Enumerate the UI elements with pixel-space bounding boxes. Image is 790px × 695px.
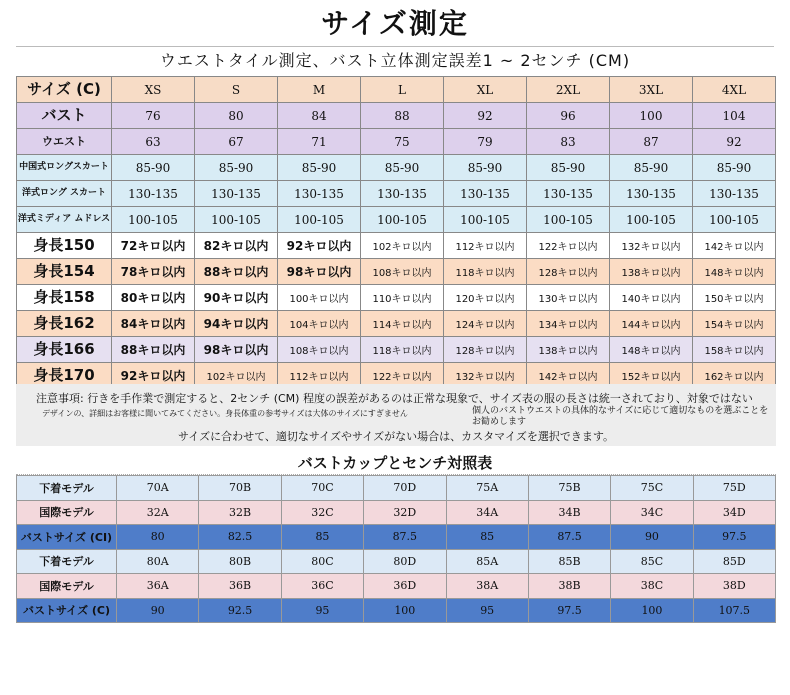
weight-cell: 78キロ以内	[112, 259, 195, 285]
skirt-label: 洋式ロング スカート	[17, 181, 112, 207]
cup-cell: 70D	[364, 476, 446, 501]
skirt-cell: 85-90	[112, 155, 195, 181]
note-line-4: サイズに合わせて、適切なサイズやサイズがない場合は、カスタマイズを選択できます。	[178, 430, 614, 443]
weight-cell: 108キロ以内	[278, 337, 361, 363]
height-label: 身長162	[17, 311, 112, 337]
weight-cell: 154キロ以内	[693, 311, 776, 337]
size-header-cell: S	[195, 77, 278, 103]
cup-cell: 70C	[281, 476, 363, 501]
cup-cell: 85C	[611, 549, 693, 574]
weight-cell: 90キロ以内	[195, 285, 278, 311]
skirt-cell: 130-135	[112, 181, 195, 207]
weight-cell: 158キロ以内	[693, 337, 776, 363]
height-row-158	[17, 285, 776, 311]
size-table	[16, 76, 776, 389]
weight-cell: 122キロ以内	[361, 363, 444, 389]
cup-cell: 92.5	[199, 598, 281, 623]
cup-cell: 38C	[611, 574, 693, 599]
height-row-154	[17, 259, 776, 285]
waist-cell: 92	[693, 129, 776, 155]
cup-row-bust-1	[17, 525, 776, 550]
cup-cell: 32A	[117, 500, 199, 525]
cup-cell: 32D	[364, 500, 446, 525]
notes-box	[16, 384, 776, 446]
weight-cell: 88キロ以内	[112, 337, 195, 363]
skirt-row-western-long	[17, 181, 776, 207]
cup-cell: 85	[446, 525, 528, 550]
note-line-1: 注意事項: 行きを手作業で測定すると、2センチ (CM) 程度の誤差があるのは正常な現象で、サイズ表の服の長さは統一されており、対象ではない	[36, 392, 753, 405]
cup-cell: 100	[364, 598, 446, 623]
weight-cell: 118キロ以内	[361, 337, 444, 363]
cup-cell: 34B	[528, 500, 610, 525]
cup-row-label: 下着モデル	[17, 476, 117, 501]
cup-row-label: バストサイズ (C)	[17, 598, 117, 623]
cup-cell: 97.5	[528, 598, 610, 623]
cup-cell: 82.5	[199, 525, 281, 550]
skirt-cell: 85-90	[361, 155, 444, 181]
title-divider	[16, 46, 774, 47]
cup-cell: 38D	[693, 574, 775, 599]
skirt-cell: 130-135	[361, 181, 444, 207]
size-header-cell: M	[278, 77, 361, 103]
cup-cell: 87.5	[364, 525, 446, 550]
skirt-cell: 100-105	[278, 207, 361, 233]
waist-label: ウエスト	[17, 129, 112, 155]
cup-cell: 70B	[199, 476, 281, 501]
weight-cell: 132キロ以内	[444, 363, 527, 389]
weight-cell: 102キロ以内	[361, 233, 444, 259]
size-header-cell: 4XL	[693, 77, 776, 103]
skirt-row-chinese-long	[17, 155, 776, 181]
weight-cell: 144キロ以内	[610, 311, 693, 337]
weight-cell: 82キロ以内	[195, 233, 278, 259]
skirt-cell: 85-90	[195, 155, 278, 181]
cup-row-international-2	[17, 574, 776, 599]
weight-cell: 108キロ以内	[361, 259, 444, 285]
height-label: 身長170	[17, 363, 112, 389]
skirt-cell: 130-135	[278, 181, 361, 207]
bust-cell: 92	[444, 103, 527, 129]
cup-table	[16, 475, 776, 623]
weight-cell: 112キロ以内	[278, 363, 361, 389]
weight-cell: 148キロ以内	[693, 259, 776, 285]
size-header-label: サイズ (C)	[17, 77, 112, 103]
weight-cell: 88キロ以内	[195, 259, 278, 285]
weight-cell: 92キロ以内	[112, 363, 195, 389]
skirt-cell: 85-90	[693, 155, 776, 181]
weight-cell: 100キロ以内	[278, 285, 361, 311]
cup-cell: 80C	[281, 549, 363, 574]
skirt-cell: 85-90	[610, 155, 693, 181]
skirt-cell: 100-105	[693, 207, 776, 233]
cup-cell: 80	[117, 525, 199, 550]
cup-cell: 75B	[528, 476, 610, 501]
cup-cell: 75A	[446, 476, 528, 501]
height-row-162	[17, 311, 776, 337]
cup-cell: 32B	[199, 500, 281, 525]
skirt-cell: 130-135	[195, 181, 278, 207]
weight-cell: 92キロ以内	[278, 233, 361, 259]
cup-cell: 36C	[281, 574, 363, 599]
cup-cell: 90	[117, 598, 199, 623]
cup-cell: 34D	[693, 500, 775, 525]
weight-cell: 150キロ以内	[693, 285, 776, 311]
skirt-cell: 130-135	[610, 181, 693, 207]
waist-cell: 75	[361, 129, 444, 155]
size-header-cell: 2XL	[527, 77, 610, 103]
cup-cell: 38B	[528, 574, 610, 599]
weight-cell: 72キロ以内	[112, 233, 195, 259]
weight-cell: 138キロ以内	[527, 337, 610, 363]
cup-cell: 100	[611, 598, 693, 623]
weight-cell: 152キロ以内	[610, 363, 693, 389]
weight-cell: 142キロ以内	[693, 233, 776, 259]
waist-cell: 63	[112, 129, 195, 155]
skirt-row-western-midi	[17, 207, 776, 233]
size-header-row	[17, 77, 776, 103]
cup-cell: 34C	[611, 500, 693, 525]
weight-cell: 142キロ以内	[527, 363, 610, 389]
note-line-3: 個人のバストウエストの具体的なサイズに応じて適切なものを選ぶことをお勧めします	[472, 406, 769, 427]
skirt-label: 中国式ロングスカート	[17, 155, 112, 181]
size-header-cell: XL	[444, 77, 527, 103]
weight-cell: 134キロ以内	[527, 311, 610, 337]
skirt-cell: 100-105	[610, 207, 693, 233]
cup-cell: 85D	[693, 549, 775, 574]
bust-cell: 76	[112, 103, 195, 129]
weight-cell: 124キロ以内	[444, 311, 527, 337]
weight-cell: 128キロ以内	[527, 259, 610, 285]
bust-cell: 96	[527, 103, 610, 129]
waist-cell: 71	[278, 129, 361, 155]
bust-cell: 100	[610, 103, 693, 129]
weight-cell: 140キロ以内	[610, 285, 693, 311]
cup-cell: 107.5	[693, 598, 775, 623]
skirt-cell: 100-105	[112, 207, 195, 233]
bust-cell: 80	[195, 103, 278, 129]
note-line-2: デザインの、詳細はお客様に聞いてみてください。身長体重の参考サイズは大体のサイズにすぎません	[42, 409, 408, 418]
cup-row-label: バストサイズ (CI)	[17, 525, 117, 550]
cup-cell: 85	[281, 525, 363, 550]
cup-cell: 80B	[199, 549, 281, 574]
skirt-cell: 100-105	[361, 207, 444, 233]
cup-row-label: 下着モデル	[17, 549, 117, 574]
height-row-166	[17, 337, 776, 363]
cup-cell: 38A	[446, 574, 528, 599]
height-label: 身長150	[17, 233, 112, 259]
height-label: 身長158	[17, 285, 112, 311]
cup-cell: 90	[611, 525, 693, 550]
bust-row	[17, 103, 776, 129]
cup-cell: 70A	[117, 476, 199, 501]
weight-cell: 114キロ以内	[361, 311, 444, 337]
skirt-cell: 130-135	[444, 181, 527, 207]
weight-cell: 110キロ以内	[361, 285, 444, 311]
cup-cell: 80A	[117, 549, 199, 574]
cup-cell: 36A	[117, 574, 199, 599]
skirt-cell: 85-90	[444, 155, 527, 181]
cup-cell: 75C	[611, 476, 693, 501]
size-header-cell: 3XL	[610, 77, 693, 103]
cup-cell: 87.5	[528, 525, 610, 550]
size-header-cell: L	[361, 77, 444, 103]
weight-cell: 98キロ以内	[195, 337, 278, 363]
cup-cell: 85B	[528, 549, 610, 574]
weight-cell: 128キロ以内	[444, 337, 527, 363]
bust-label: バスト	[17, 103, 112, 129]
page-subtitle: ウエストタイル測定、バスト立体測定誤差1 ~ 2センチ (CM)	[159, 51, 631, 70]
weight-cell: 122キロ以内	[527, 233, 610, 259]
skirt-cell: 130-135	[693, 181, 776, 207]
skirt-label: 洋式ミディア ムドレス	[17, 207, 112, 233]
skirt-cell: 130-135	[527, 181, 610, 207]
weight-cell: 112キロ以内	[444, 233, 527, 259]
skirt-cell: 100-105	[444, 207, 527, 233]
cup-cell: 75D	[693, 476, 775, 501]
cup-row-underwear-2	[17, 549, 776, 574]
weight-cell: 102キロ以内	[195, 363, 278, 389]
weight-cell: 120キロ以内	[444, 285, 527, 311]
bust-cell: 88	[361, 103, 444, 129]
height-label: 身長154	[17, 259, 112, 285]
weight-cell: 94キロ以内	[195, 311, 278, 337]
weight-cell: 98キロ以内	[278, 259, 361, 285]
cup-cell: 34A	[446, 500, 528, 525]
cup-cell: 97.5	[693, 525, 775, 550]
weight-cell: 84キロ以内	[112, 311, 195, 337]
page-title: サイズ測定	[321, 7, 469, 40]
bust-cell: 104	[693, 103, 776, 129]
height-label: 身長166	[17, 337, 112, 363]
cup-cell: 95	[446, 598, 528, 623]
cup-row-label: 国際モデル	[17, 500, 117, 525]
weight-cell: 104キロ以内	[278, 311, 361, 337]
cup-table-title: バストカップとセンチ対照表	[297, 454, 493, 472]
waist-cell: 83	[527, 129, 610, 155]
cup-cell: 36B	[199, 574, 281, 599]
weight-cell: 132キロ以内	[610, 233, 693, 259]
cup-row-international-1	[17, 500, 776, 525]
weight-cell: 148キロ以内	[610, 337, 693, 363]
skirt-cell: 100-105	[195, 207, 278, 233]
weight-cell: 118キロ以内	[444, 259, 527, 285]
cup-cell: 80D	[364, 549, 446, 574]
cup-cell: 95	[281, 598, 363, 623]
cup-cell: 85A	[446, 549, 528, 574]
skirt-cell: 85-90	[278, 155, 361, 181]
skirt-cell: 100-105	[527, 207, 610, 233]
waist-row	[17, 129, 776, 155]
cup-row-bust-2	[17, 598, 776, 623]
cup-cell: 36D	[364, 574, 446, 599]
skirt-cell: 85-90	[527, 155, 610, 181]
cup-row-underwear-1	[17, 476, 776, 501]
waist-cell: 67	[195, 129, 278, 155]
waist-cell: 87	[610, 129, 693, 155]
cup-cell: 32C	[281, 500, 363, 525]
bust-cell: 84	[278, 103, 361, 129]
weight-cell: 80キロ以内	[112, 285, 195, 311]
weight-cell: 130キロ以内	[527, 285, 610, 311]
waist-cell: 79	[444, 129, 527, 155]
cup-row-label: 国際モデル	[17, 574, 117, 599]
height-row-150	[17, 233, 776, 259]
weight-cell: 138キロ以内	[610, 259, 693, 285]
size-header-cell: XS	[112, 77, 195, 103]
weight-cell: 162キロ以内	[693, 363, 776, 389]
